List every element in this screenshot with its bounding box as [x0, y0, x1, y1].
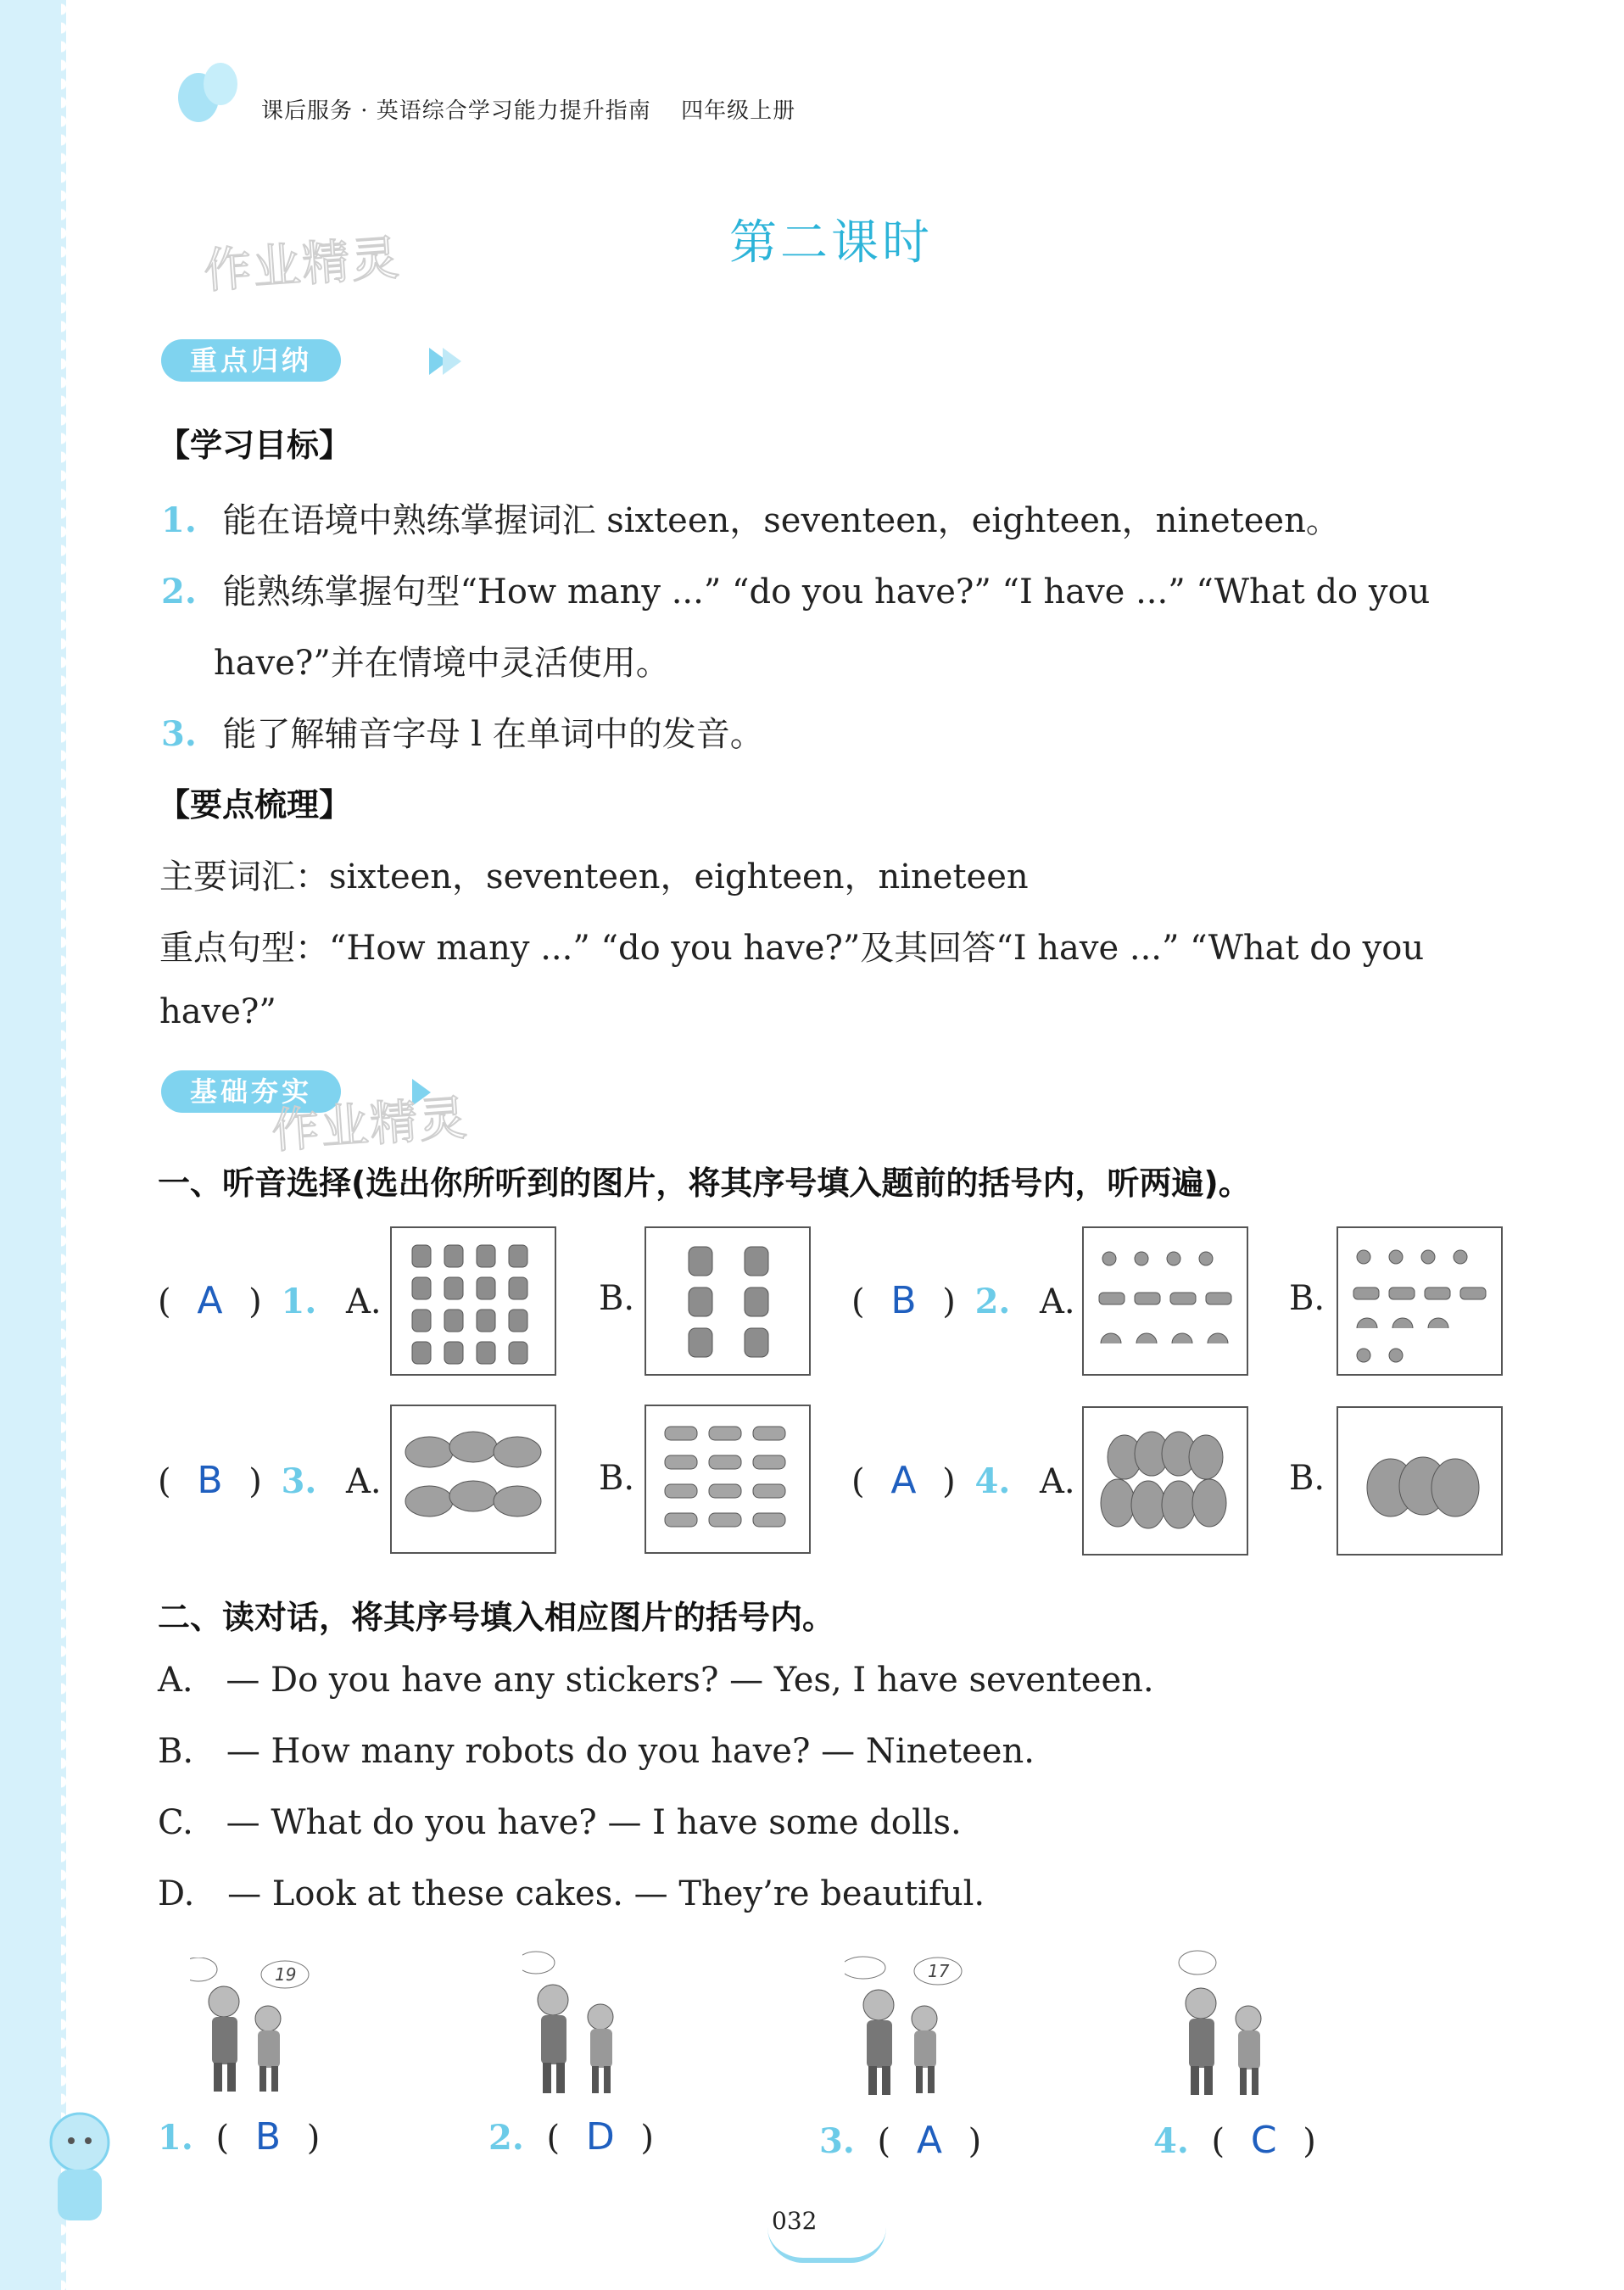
- goal-item: [161, 707, 764, 756]
- dialog-d: [158, 1874, 985, 1913]
- shoes-icon: [645, 1405, 811, 1554]
- goal-number: 1.: [161, 500, 197, 540]
- goals-heading: 【学习目标】: [158, 427, 352, 464]
- open-paren: (: [851, 1282, 865, 1321]
- answer: A: [197, 1279, 223, 1322]
- sidebar-scalloped-edge: [61, 0, 73, 2290]
- mangoes-many-icon: [1082, 1406, 1248, 1556]
- open-paren: (: [158, 1462, 171, 1501]
- fruits-candies-alt-icon: [1338, 1228, 1501, 1374]
- option-label: B.: [1289, 1459, 1325, 1498]
- answer: A: [916, 2119, 942, 2162]
- item-number: 4.: [974, 1461, 1011, 1501]
- item-number: 4.: [1153, 2121, 1189, 2161]
- page-title: 第二课时: [729, 215, 933, 271]
- open-paren: (: [215, 2119, 230, 2158]
- option-label: B.: [1289, 1279, 1325, 1318]
- close-paren: ): [248, 1462, 262, 1501]
- item-number: 2.: [974, 1282, 1011, 1321]
- fruits-candies-icon: [1082, 1226, 1248, 1376]
- dialog-label: B.: [158, 1732, 194, 1771]
- option-label: A.: [1040, 1282, 1075, 1321]
- q1-item-1: [158, 1279, 382, 1322]
- goal-item: [161, 565, 1430, 613]
- item-number: 3.: [281, 1461, 317, 1501]
- option-label: B.: [599, 1459, 635, 1498]
- header-series: 课后服务 · 英语综合学习能力提升指南: [261, 98, 651, 124]
- item-number: 1.: [281, 1282, 317, 1321]
- q1-item-4: [851, 1459, 1075, 1502]
- goal-item-continued: [214, 636, 670, 684]
- q2-answer-4: [1153, 2119, 1316, 2162]
- fruits-candies-icon: [1084, 1228, 1247, 1374]
- goal-text: 能在语境中熟练掌握词汇 sixteen，seventeen，eighteen，nineteen。: [222, 501, 1340, 540]
- arrow-right-icon: [443, 348, 461, 375]
- q2-answer-2: [488, 2115, 654, 2159]
- points-heading: 【要点梳理】: [158, 786, 352, 824]
- close-paren: ): [1303, 2122, 1316, 2161]
- kids-picture-4: [1167, 1949, 1286, 2105]
- robots-many-icon: [390, 1226, 556, 1376]
- answer: A: [890, 1459, 917, 1502]
- page-number-decoration: [767, 2227, 886, 2263]
- dialog-text: — What do you have? — I have some dolls.: [226, 1803, 962, 1842]
- close-paren: ): [968, 2122, 982, 2161]
- kids-talking-icon: [845, 1951, 980, 2102]
- q1-item-3: [158, 1459, 382, 1502]
- goal-number: 3.: [161, 714, 197, 754]
- option-label: A.: [1039, 1462, 1075, 1501]
- close-paren: ): [942, 1462, 956, 1501]
- header-grade: 四年级上册: [681, 98, 796, 124]
- fruits-candies-alt-icon: [1337, 1226, 1503, 1376]
- kids-talking-icon: [1167, 1949, 1286, 2102]
- answer: B: [890, 1279, 917, 1322]
- kids-picture-1: [190, 1958, 326, 2105]
- running-header: [261, 93, 795, 125]
- kids-talking-icon: [190, 1958, 326, 2102]
- dialog-text: — Do you have any stickers? — Yes, I have seventeen.: [226, 1661, 1154, 1700]
- points-line: 主要词汇：sixteen，seventeen，eighteen，nineteen: [159, 857, 1029, 896]
- close-paren: ): [640, 2119, 655, 2158]
- option-label: A.: [345, 1282, 382, 1321]
- bubble-number: 19: [275, 1964, 297, 1985]
- dialog-b: [158, 1732, 1035, 1771]
- points-line: have?”: [159, 992, 276, 1031]
- section-pill-basics: 基础夯实: [161, 1070, 341, 1113]
- goal-number: 2.: [161, 572, 197, 612]
- robots-few-icon: [645, 1226, 811, 1376]
- kids-picture-3: [845, 1951, 980, 2105]
- bubble-number: 17: [928, 1961, 950, 1981]
- question1-heading: 一、听音选择(选出你所听到的图片，将其序号填入题前的括号内，听两遍)。: [158, 1165, 1251, 1202]
- dialog-label: A.: [158, 1661, 193, 1700]
- mangoes-many-icon: [1084, 1408, 1247, 1554]
- dialog-text: — Look at these cakes. — They’re beautiful.: [227, 1874, 985, 1913]
- open-paren: (: [1211, 2122, 1225, 2161]
- decorative-kid-icon: [34, 2103, 127, 2243]
- item-number: 2.: [488, 2118, 524, 2158]
- dialog-a: [158, 1661, 1154, 1700]
- open-paren: (: [851, 1462, 865, 1501]
- answer: C: [1250, 2119, 1277, 2162]
- kids-picture-2: [522, 1951, 641, 2105]
- mangoes-three-icon: [1337, 1406, 1503, 1556]
- kids-talking-icon: [522, 1951, 641, 2102]
- dialog-label: C.: [158, 1803, 193, 1842]
- dialog-label: D.: [158, 1874, 195, 1913]
- item-number: 3.: [819, 2121, 855, 2161]
- q2-answer-3: [819, 2119, 981, 2162]
- dialog-c: [158, 1803, 962, 1842]
- watermark: 作业精灵: [202, 230, 403, 300]
- mangoes-three-icon: [1338, 1408, 1501, 1554]
- left-sidebar-decoration: [0, 0, 66, 2290]
- goal-text: 能了解辅音字母 l 在单词中的发音。: [222, 715, 764, 754]
- open-paren: (: [158, 1282, 171, 1321]
- open-paren: (: [546, 2119, 561, 2158]
- goal-text: 能熟练掌握句型“How many ...” “do you have?” “I have ...” “What do you: [222, 572, 1431, 612]
- q2-answer-1: [158, 2115, 320, 2159]
- points-line: 重点句型：“How many ...” “do you have?”及其回答“I have ...” “What do you: [159, 929, 1425, 968]
- robots-many-icon: [392, 1228, 555, 1374]
- option-label: B.: [599, 1279, 635, 1318]
- question2-heading: 二、读对话，将其序号填入相应图片的括号内。: [158, 1599, 835, 1636]
- option-label: A.: [346, 1462, 382, 1501]
- watermark: 作业精灵: [270, 1090, 471, 1160]
- goal-text: have?”并在情境中灵活使用。: [214, 644, 670, 683]
- shoes-icon: [646, 1406, 809, 1552]
- robots-few-icon: [646, 1228, 809, 1374]
- goal-item: [161, 494, 1340, 542]
- birds-icon: [390, 1405, 556, 1554]
- page-number: 032: [772, 2207, 818, 2235]
- answer: B: [197, 1459, 223, 1502]
- dialog-text: — How many robots do you have? — Nineteen.: [226, 1732, 1035, 1771]
- close-paren: ): [248, 1282, 262, 1321]
- close-paren: ): [942, 1282, 956, 1321]
- balloon-icon: [204, 63, 237, 105]
- section-pill-key-points: 重点归纳: [161, 339, 341, 382]
- decorative-kid-icon: [34, 2103, 127, 2239]
- birds-icon: [392, 1406, 555, 1552]
- answer: D: [585, 2115, 615, 2159]
- answer: B: [254, 2115, 281, 2159]
- item-number: 1.: [158, 2118, 193, 2158]
- open-paren: (: [877, 2122, 891, 2161]
- close-paren: ): [306, 2119, 321, 2158]
- q1-item-2: [851, 1279, 1075, 1322]
